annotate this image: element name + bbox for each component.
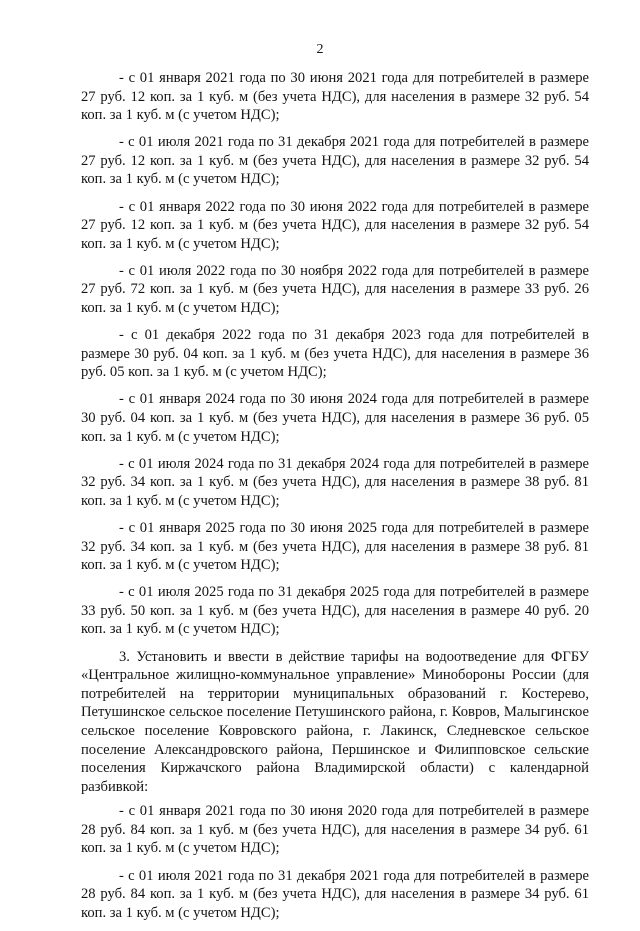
tariff-period-item: - с 01 декабря 2022 года по 31 декабря 2023 года для потребителей в размере 30 руб. 04 коп. за 1 куб. м (без учета НДС), для населения в размере 36 руб. 05 коп. за 1 куб. м (с учетом НДС); bbox=[81, 327, 589, 381]
tariff-period-item: - с 01 июля 2021 года по 31 декабря 2021 года для потребителей в размере 27 руб. 12 коп. за 1 куб. м (без учета НДС), для населения в размере 32 руб. 54 коп. за 1 куб. м (с учетом НДС); bbox=[81, 134, 589, 188]
tariff-period-item: - с 01 июля 2022 года по 30 ноября 2022 года для потребителей в размере 27 руб. 72 коп. за 1 куб. м (без учета НДС), для населения в размере 33 руб. 26 коп. за 1 куб. м (с учетом НДС); bbox=[81, 262, 589, 317]
section-3-paragraph: 3. Установить и ввести в действие тарифы на водоотведение для ФГБУ «Центральное жилищно-коммунальное управление» Минобороны России (для потребителей на территории муниципальных образований г. Костерево, Петушинское сельское поселение Петушинского района, г. Ковров, Малыгинское сельское поселение Ковровского района, г. Лакинск, Следневское сельское поселение Александровского района, Першинское и Филипповское сельские поселения Киржачского района Владимирской области) с календарной разбивкой: bbox=[81, 648, 589, 795]
document-body bbox=[81, 69, 589, 931]
tariff-period-item: - с 01 января 2024 года по 30 июня 2024 года для потребителей в размере 30 руб. 04 коп. за 1 куб. м (без учета НДС), для населения в размере 36 руб. 05 коп. за 1 куб. м (с учетом НДС); bbox=[81, 391, 589, 445]
tariff-period-item: - с 01 января 2022 года по 30 июня 2022 года для потребителей в размере 27 руб. 12 коп. за 1 куб. м (без учета НДС), для населения в размере 32 руб. 54 коп. за 1 куб. м (с учетом НДС); bbox=[81, 198, 589, 252]
page-number: 2 bbox=[316, 42, 324, 57]
tariff-period-item: - с 01 января 2021 года по 30 июня 2020 года для потребителей в размере 28 руб. 84 коп. за 1 куб. м (без учета НДС), для населения в размере 34 руб. 61 коп. за 1 куб. м (с учетом НДС); bbox=[81, 803, 589, 857]
tariff-period-item: - с 01 января 2025 года по 30 июня 2025 года для потребителей в размере 32 руб. 34 коп. за 1 куб. м (без учета НДС), для населения в размере 38 руб. 81 коп. за 1 куб. м (с учетом НДС); bbox=[81, 519, 589, 574]
tariff-period-item: - с 01 января 2021 года по 30 июня 2021 года для потребителей в размере 27 руб. 12 коп. за 1 куб. м (без учета НДС), для населения в размере 32 руб. 54 коп. за 1 куб. м (с учетом НДС); bbox=[81, 70, 589, 124]
tariff-period-item: - с 01 июля 2021 года по 31 декабря 2021 года для потребителей в размере 28 руб. 84 коп. за 1 куб. м (без учета НДС), для населения в размере 34 руб. 61 коп. за 1 куб. м (с учетом НДС); bbox=[81, 867, 589, 921]
tariff-period-item: - с 01 июля 2024 года по 31 декабря 2024 года для потребителей в размере 32 руб. 34 коп. за 1 куб. м (без учета НДС), для населения в размере 38 руб. 81 коп. за 1 куб. м (с учетом НДС); bbox=[81, 455, 589, 509]
tariff-period-item: - с 01 июля 2025 года по 31 декабря 2025 года для потребителей в размере 33 руб. 50 коп. за 1 куб. м (без учета НДС), для населения в размере 40 руб. 20 коп. за 1 куб. м (с учетом НДС); bbox=[81, 584, 589, 638]
